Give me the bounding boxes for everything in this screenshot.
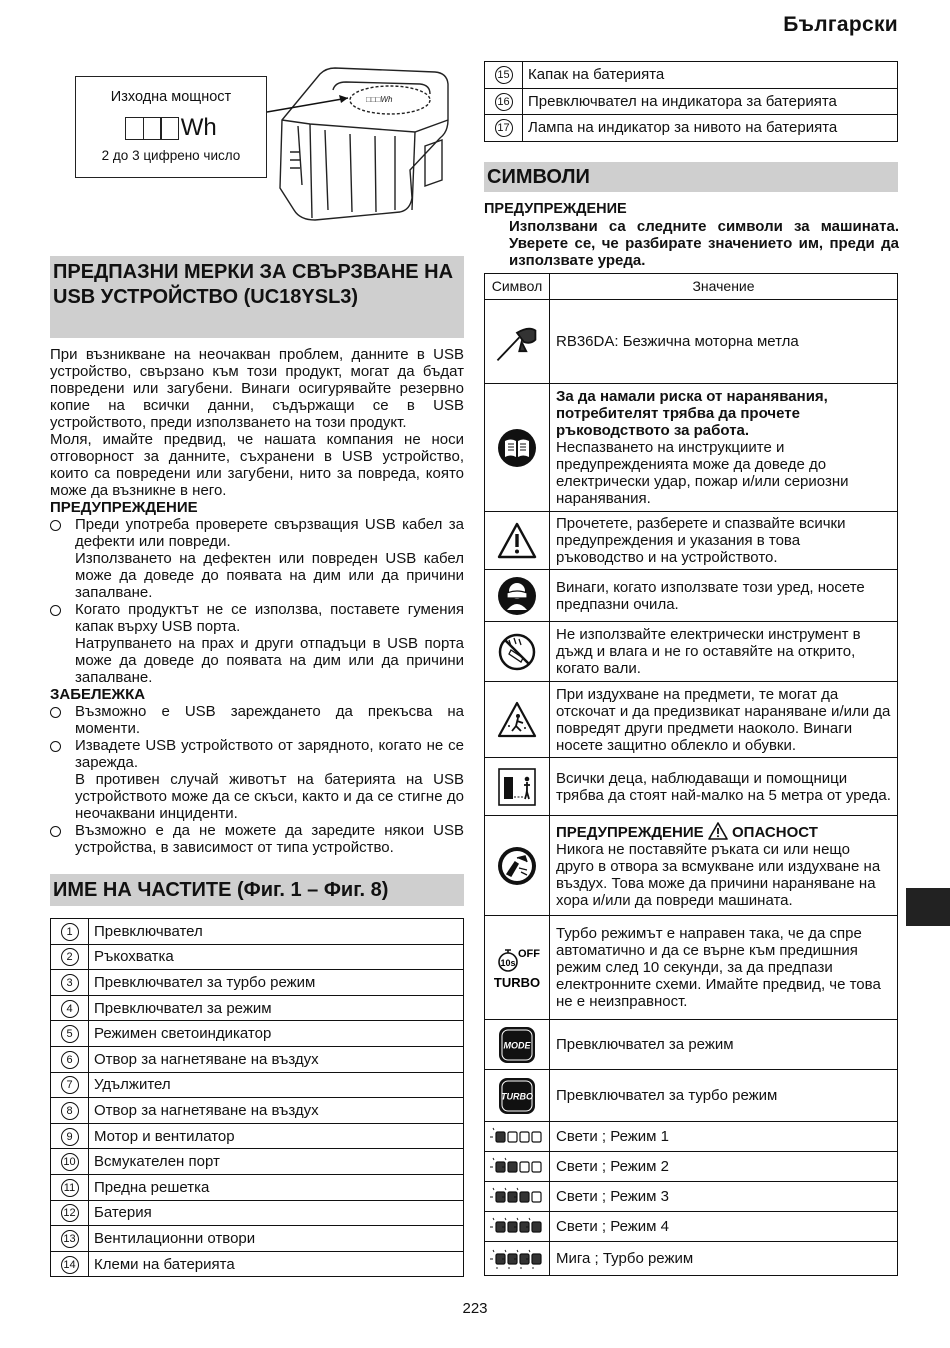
symbol-meaning: [550, 512, 898, 570]
part-name: Батерия: [89, 1200, 464, 1226]
symbol-meaning-text: Свети ; Режим 1: [556, 1128, 669, 1145]
symbol-row: [485, 1122, 898, 1152]
part-number-badge: 3: [61, 974, 79, 992]
part-number-badge: 2: [61, 948, 79, 966]
part-number: [51, 970, 89, 996]
part-row: [51, 1251, 464, 1277]
led-turbo-blink-icon: [485, 1242, 550, 1276]
symbol-meaning-text: Неспазването на инструкциите и предупрежденията може да доведе до електрически удар, пожар и/или сериозни наранявания.: [556, 439, 849, 507]
led-mode3-icon: [485, 1182, 550, 1212]
part-number: [51, 944, 89, 970]
usb-note-2-detail: В противен случай животът на батерията на USB устройството може да се скъси, както и да се стигне до неочаквани инциденти.: [75, 771, 464, 822]
meaning-column-header: Значение: [550, 274, 898, 300]
symbol-row: [485, 816, 898, 916]
part-name: Удължител: [89, 1072, 464, 1098]
symbol-row: [485, 1242, 898, 1276]
symbol-meaning-text: Свети ; Режим 3: [556, 1188, 669, 1205]
usb-note-2: Извадете USB устройството от зарядното, когато не се зарежда.: [50, 737, 464, 771]
part-name: Предна решетка: [89, 1174, 464, 1200]
part-number: [485, 62, 523, 89]
symbol-meaning: [550, 1122, 898, 1152]
part-number: [51, 1251, 89, 1277]
battery-wh-label: □□□Wh: [366, 95, 393, 104]
part-row: [485, 115, 898, 142]
symbol-meaning-text: Мига ; Турбо режим: [556, 1250, 694, 1267]
part-row: [51, 995, 464, 1021]
usb-note-1: Възможно е USB зареждането да прекъсва на моменти.: [50, 703, 464, 737]
usb-intro-p1: При възникване на неочакван проблем, данните в USB устройство, свързано към този продукт, могат да бъдат повредени или загубени. Винаги осигурявайте резервно копие на всички данни, съдържащи се в USB устройството, преди използването на този продукт.: [50, 346, 464, 431]
symbol-row: [485, 1182, 898, 1212]
part-number-badge: 12: [61, 1204, 79, 1222]
keep-distance-icon: [485, 758, 550, 816]
part-name: Вентилационни отвори: [89, 1226, 464, 1252]
part-number-badge: 5: [61, 1025, 79, 1043]
symbol-meaning-text: Всички деца, наблюдаващи и помощници трябва да стоят най-малко на 5 метра от уреда.: [556, 769, 891, 804]
callout-title: Изходна мощност: [110, 89, 232, 105]
page-number: 223: [462, 1300, 488, 1317]
part-name: Превключвател за режим: [89, 995, 464, 1021]
symbol-meaning-text: Превключвател за режим: [556, 1036, 734, 1053]
part-number-badge: 1: [61, 923, 79, 941]
symbol-meaning: [550, 758, 898, 816]
led-mode2-icon: [485, 1152, 550, 1182]
symbol-meaning-text: Не използвайте електрически инструмент в дъжд и влага и не го оставяйте на открито, когато вали.: [556, 626, 861, 677]
symbol-meaning-text: Превключвател за турбо режим: [556, 1087, 778, 1104]
part-number-badge: 8: [61, 1102, 79, 1120]
part-number: [51, 1021, 89, 1047]
symbol-row: [485, 1020, 898, 1070]
part-number: [51, 995, 89, 1021]
part-number-badge: 7: [61, 1076, 79, 1094]
symbol-meaning: [550, 1212, 898, 1242]
part-number-badge: 13: [61, 1230, 79, 1248]
symbol-meaning: [550, 1152, 898, 1182]
symbol-column-header: Символ: [485, 274, 550, 300]
part-name: Ръкохватка: [89, 944, 464, 970]
part-number-badge: 6: [61, 1051, 79, 1069]
symbol-meaning-text: Свети ; Режим 4: [556, 1218, 669, 1235]
turbo-timer-label: 10s: [500, 957, 516, 968]
part-name: Лампа на индикатор за нивото на батерията: [523, 115, 898, 142]
part-number-badge: 17: [495, 119, 513, 137]
part-row: [51, 970, 464, 996]
part-row: [485, 62, 898, 89]
output-power-callout: [75, 76, 267, 178]
symbol-row: [485, 916, 898, 1020]
part-row: [485, 88, 898, 115]
read-manual-icon: [485, 384, 550, 512]
part-row: [51, 1046, 464, 1072]
usb-warning-label: ПРЕДУПРЕЖДЕНИЕ: [50, 499, 198, 516]
part-row: [51, 1174, 464, 1200]
no-rain-icon: [485, 622, 550, 682]
symbol-meaning: [550, 916, 898, 1020]
part-row: [51, 944, 464, 970]
part-number: [485, 88, 523, 115]
symbol-meaning: [550, 816, 898, 916]
symbols-table: [484, 273, 898, 1276]
symbol-meaning-text: Винаги, когато използвате този уред, носете предпазни очила.: [556, 578, 865, 613]
symbol-meaning: [550, 1020, 898, 1070]
language-label: Български: [783, 13, 898, 36]
symbol-meaning-bold: За да намали риска от наранявания, потребителят трябва да прочете ръководството за работа.: [556, 388, 828, 439]
symbol-row: [485, 570, 898, 622]
symbol-row: [485, 1152, 898, 1182]
part-number: [51, 1072, 89, 1098]
symbols-section-title: СИМВОЛИ: [484, 162, 898, 192]
part-row: [51, 1226, 464, 1252]
usb-warning-2-detail: Натрупването на прах и други отпадъци в USB порта може да доведе до появата на дим или да причини запалване.: [75, 635, 464, 686]
turbo-timer-icon: [485, 916, 550, 1020]
part-number: [51, 1098, 89, 1124]
symbol-meaning: [550, 384, 898, 512]
symbol-row: [485, 682, 898, 758]
part-name: Режимен светоиндикатор: [89, 1021, 464, 1047]
button-label: TURBO: [501, 1091, 533, 1101]
part-number-badge: 14: [61, 1256, 79, 1274]
part-number-badge: 9: [61, 1128, 79, 1146]
part-number: [51, 1226, 89, 1252]
turbo-off-label: OFF: [518, 947, 540, 960]
symbol-row: [485, 758, 898, 816]
wh-unit: Wh: [180, 114, 217, 141]
usb-warning-1-detail: Използването на дефектен или повреден USB кабел може да доведе до появата на дим или да причини запалване.: [75, 550, 464, 601]
warning-triangle-icon: [485, 512, 550, 570]
symbol-row: [485, 384, 898, 512]
symbol-row: [485, 300, 898, 384]
part-number: [485, 115, 523, 142]
symbol-meaning-text: Никога не поставяйте ръката си или нещо друго в отвора за всмукване или издухване на въздух. Това може да причини нараняване на хора и/или да повреди машината.: [556, 841, 881, 909]
wh-digit-boxes: [76, 114, 266, 140]
symbol-meaning: [550, 1070, 898, 1122]
parts-table-continued: [484, 61, 898, 142]
parts-section-title: ИМЕ НА ЧАСТИТЕ (Фиг. 1 – Фиг. 8): [50, 874, 464, 906]
usb-note-3: Възможно е да не можете да заредите някои USB устройства, в зависимост от типа устройство.: [50, 822, 464, 856]
part-number: [51, 1046, 89, 1072]
symbol-meaning-text: Прочетете, разберете и спазвайте всички предупреждения и указания в това ръководство и на устройството.: [556, 515, 846, 566]
symbol-meaning-text: Турбо режимът е направен така, че да спре автоматично и да се върне към предишния режим след 10 секунди, за да предпази електронните схеми. Имайте предвид, че това не е неизправност.: [556, 925, 881, 1010]
part-number-badge: 16: [495, 93, 513, 111]
symbol-row: [485, 1212, 898, 1242]
safety-goggles-icon: [485, 570, 550, 622]
thumb-tab: [906, 888, 950, 926]
symbol-meaning-text: Свети ; Режим 2: [556, 1158, 669, 1175]
battery-figure: [50, 60, 470, 250]
symbol-meaning: [550, 570, 898, 622]
symbols-warning-label: ПРЕДУПРЕЖДЕНИЕ: [484, 201, 627, 217]
symbol-meaning: [550, 622, 898, 682]
symbol-row: [485, 622, 898, 682]
symbol-meaning: [550, 300, 898, 384]
symbol-warning-heading: ПРЕДУПРЕЖДЕНИЕ ОПАСНОСТ: [556, 824, 818, 841]
symbol-row: [485, 1070, 898, 1122]
part-number-badge: 15: [495, 66, 513, 84]
part-row: [51, 1072, 464, 1098]
part-number-badge: 10: [61, 1153, 79, 1171]
usb-warning-1: Преди употреба проверете свързващия USB кабел за дефекти или повреди.: [50, 516, 464, 550]
symbol-meaning: [550, 1242, 898, 1276]
usb-intro-p2: Моля, имайте предвид, че нашата компания не носи отговорност за данните, съхранени в USB устройство, които са повредени или загубени, нито за повреда, която може да възникне в него.: [50, 431, 464, 499]
part-row: [51, 1123, 464, 1149]
part-name: Превключвател за турбо режим: [89, 970, 464, 996]
part-row: [51, 1149, 464, 1175]
usb-note-label: ЗАБЕЛЕЖКА: [50, 686, 146, 703]
warning-triangle-icon: [708, 822, 728, 840]
part-name: Капак на батерията: [523, 62, 898, 89]
symbol-meaning-text: При издухване на предмети, те могат да отскочат и да предизвикат нараняване и/или да повредят други предмети наоколо. Винаги носете защитно облекло и обувки.: [556, 685, 891, 754]
part-number-badge: 4: [61, 1000, 79, 1018]
symbol-meaning: [550, 682, 898, 758]
part-row: [51, 919, 464, 945]
symbol-meaning: [550, 1182, 898, 1212]
usb-warning-2: Когато продуктът не се използва, поставете гумения капак върху USB порта.: [50, 601, 464, 635]
button-label: MODE: [503, 1040, 531, 1050]
parts-table: [50, 918, 464, 1277]
turbo-label: TURBO: [493, 974, 541, 990]
led-mode1-icon: [485, 1122, 550, 1152]
usb-section-body: [50, 346, 464, 856]
symbol-row: [485, 512, 898, 570]
usb-section-title: ПРЕДПАЗНИ МЕРКИ ЗА СВЪРЗВАНЕ НА USB УСТРОЙСТВО (UC18YSL3): [50, 256, 464, 338]
part-row: [51, 1200, 464, 1226]
symbol-meaning-text: RB36DA: Безжична моторна метла: [556, 333, 799, 350]
part-number: [51, 1174, 89, 1200]
part-name: Превключвател: [89, 919, 464, 945]
mode-button-icon: [485, 1020, 550, 1070]
flying-objects-icon: [485, 682, 550, 758]
part-name: Мотор и вентилатор: [89, 1123, 464, 1149]
part-row: [51, 1021, 464, 1047]
part-name: Отвор за нагнетяване на въздух: [89, 1046, 464, 1072]
symbols-intro: Използвани са следните символи за машината. Уверете се, че разбирате значението им, преди да използвате уреда.: [509, 218, 899, 269]
part-number: [51, 1200, 89, 1226]
blower-icon: [485, 300, 550, 384]
part-number: [51, 1123, 89, 1149]
turbo-button-icon: [485, 1070, 550, 1122]
part-name: Всмукателен порт: [89, 1149, 464, 1175]
part-number: [51, 919, 89, 945]
part-name: Клеми на батерията: [89, 1251, 464, 1277]
callout-note: 2 до 3 цифрено число: [101, 148, 241, 163]
part-row: [51, 1098, 464, 1124]
part-name: Отвор за нагнетяване на въздух: [89, 1098, 464, 1124]
part-number: [51, 1149, 89, 1175]
part-number-badge: 11: [61, 1179, 79, 1197]
part-name: Превключвател на индикатора за батерията: [523, 88, 898, 115]
hand-injury-icon: [485, 816, 550, 916]
led-mode4-icon: [485, 1212, 550, 1242]
